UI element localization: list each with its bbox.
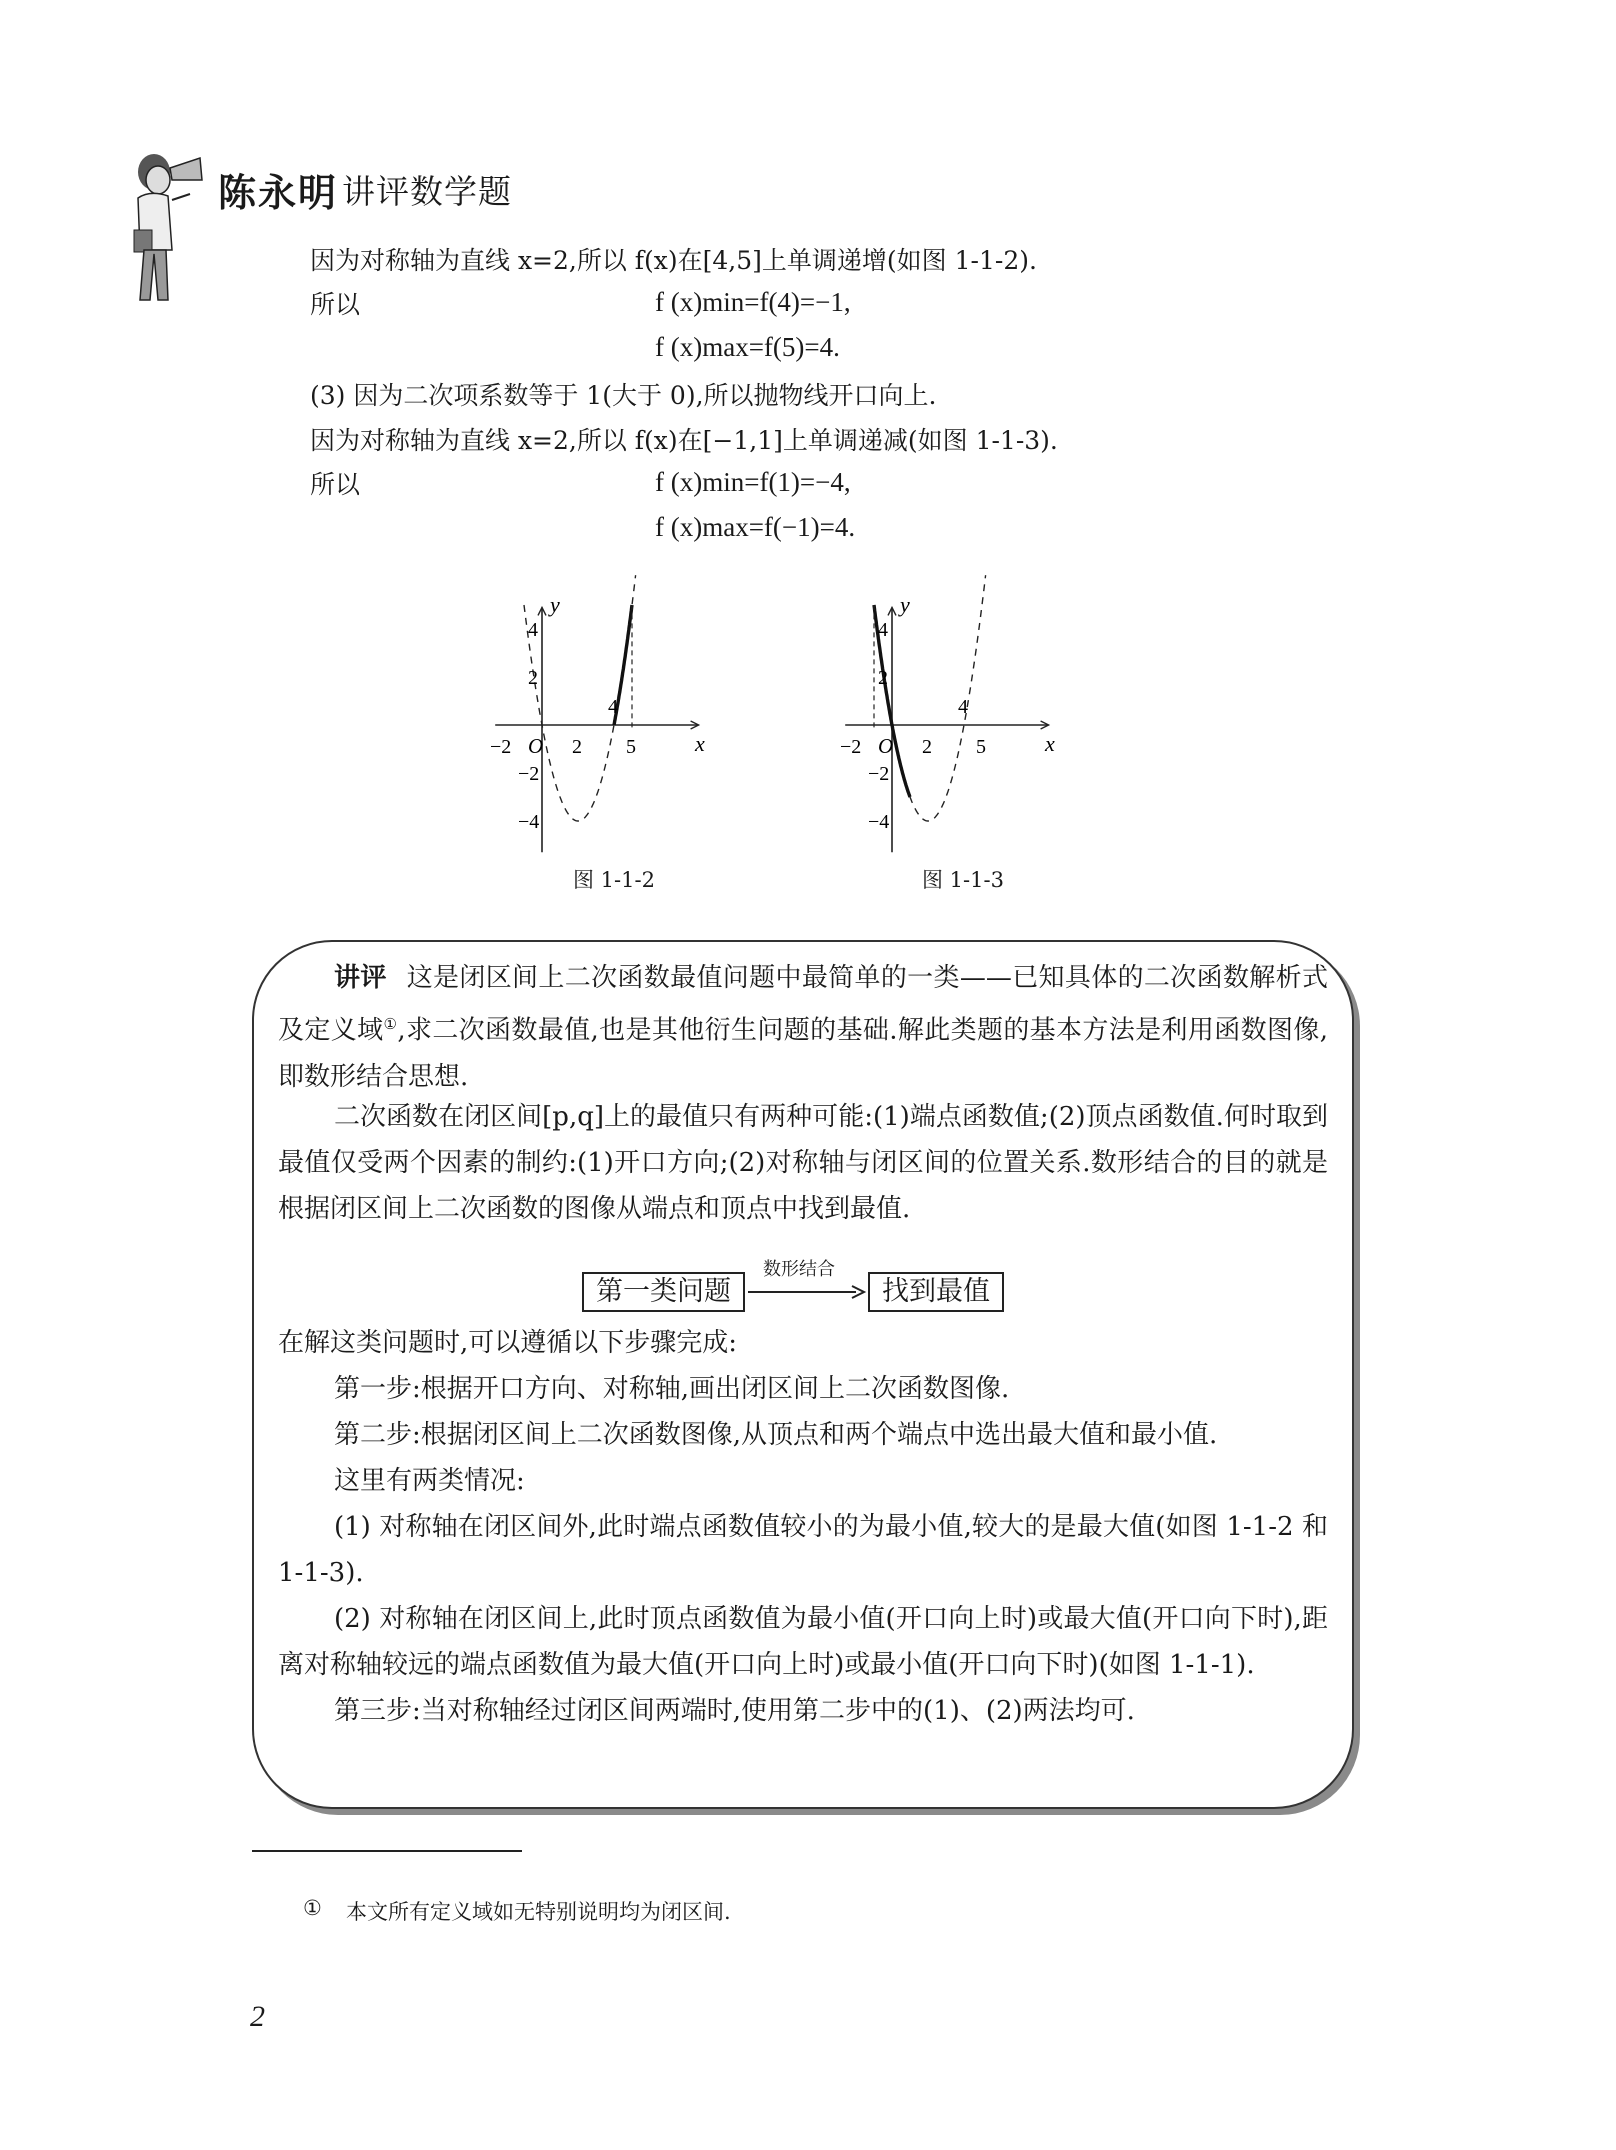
- y-tick-label: 2: [878, 667, 888, 689]
- comment-label: 讲评: [334, 963, 387, 993]
- y-tick-label: −2: [868, 763, 890, 785]
- step-1: 第一步:根据开口方向、对称轴,画出闭区间上二次函数图像.: [334, 1374, 1010, 1404]
- flow-arrow-icon: [748, 1282, 868, 1302]
- therefore-1: 所以: [310, 290, 361, 319]
- equation-min-1: f (x)min=f(4)=−1,: [655, 287, 851, 317]
- x-tick-label: 4: [958, 696, 968, 718]
- comment-paragraph-2: [278, 1094, 1328, 1232]
- equation-min-2: f (x)min=f(1)=−4,: [655, 467, 851, 497]
- x-axis-label: x: [1045, 731, 1055, 756]
- y-axis-label: y: [900, 592, 910, 618]
- parabola-dashed: [874, 575, 986, 821]
- author-name: 陈永明: [218, 170, 339, 215]
- step-2: 第二步:根据闭区间上二次函数图像,从顶点和两个端点中选出最大值和最小值.: [334, 1420, 1218, 1450]
- comment-p1-tail: ,求二次函数最值,也是其他衍生问题的基础.解此类题的基本方法是利用函数图像,即数形结合思想.: [278, 1015, 1328, 1092]
- solution-line-3: (3) 因为二次项系数等于 1(大于 0),所以抛物线开口向上.: [310, 381, 937, 410]
- solution-line-1: 因为对称轴为直线 x=2,所以 f(x)在[4,5]上单调递增(如图 1-1-2).: [310, 246, 1037, 275]
- case-1: (1) 对称轴在闭区间外,此时端点函数值较小的为最小值,较大的是最大值(如图 1-1-2 和 1-1-3).: [278, 1512, 1328, 1588]
- x-axis-label: x: [695, 731, 705, 756]
- flow-arrow-label: 数形结合: [763, 1259, 835, 1280]
- footnote-text: 本文所有定义域如无特别说明均为闭区间.: [346, 1900, 731, 1924]
- flow-left-box: 第一类问题: [582, 1272, 745, 1312]
- solution-line-4: 因为对称轴为直线 x=2,所以 f(x)在[−1,1]上单调递减(如图 1-1-3).: [310, 426, 1058, 455]
- y-tick-label: 2: [528, 667, 538, 689]
- figure-1-1-3: [820, 570, 1120, 860]
- header: [120, 150, 820, 310]
- step-3: 第三步:当对称轴经过闭区间两端时,使用第二步中的(1)、(2)两法均可.: [334, 1696, 1135, 1726]
- flow-right-box: 找到最值: [868, 1272, 1004, 1312]
- step-2-cases: 这里有两类情况:: [334, 1466, 525, 1496]
- comment-p2-text: 二次函数在闭区间[p,q]上的最值只有两种可能:(1)端点函数值;(2)顶点函数值.何时取到最值仅受两个因素的制约:(1)开口方向;(2)对称轴与闭区间的位置关系.数形结合的目的就是根据闭区间上二次函数的图像从端点和顶点中找到最值.: [278, 1102, 1328, 1224]
- comment-steps: [278, 1320, 1328, 1734]
- equation-max-1: f (x)max=f(5)=4.: [655, 332, 840, 362]
- figure-1-1-2: [470, 570, 770, 860]
- y-tick-label: 4: [878, 619, 888, 641]
- y-tick-label: 4: [528, 619, 538, 641]
- case-2: (2) 对称轴在闭区间上,此时顶点函数值为最小值(开口向上时)或最大值(开口向下时),距离对称轴较远的端点函数值为最大值(开口向上时)或最小值(开口向下时)(如图 1-1-1).: [278, 1604, 1328, 1680]
- page-number: 2: [250, 2000, 265, 2033]
- y-tick-label: −4: [518, 811, 540, 833]
- x-tick-label: 2: [922, 736, 932, 758]
- book-title: 讲评数学题: [342, 172, 512, 211]
- x-tick-label: 5: [626, 736, 636, 758]
- equation-max-2: f (x)max=f(−1)=4.: [655, 512, 856, 542]
- figure-caption-1: 图 1-1-2: [573, 868, 655, 892]
- origin-label: O: [878, 734, 894, 758]
- x-tick-label: 4: [608, 696, 618, 718]
- comment-paragraph-1: [278, 955, 1328, 1100]
- y-tick-label: −2: [518, 763, 540, 785]
- x-tick-label: 5: [976, 736, 986, 758]
- y-axis-label: y: [550, 592, 560, 618]
- origin-label: O: [528, 734, 544, 758]
- comment-p3: 在解这类问题时,可以遵循以下步骤完成:: [278, 1328, 738, 1358]
- footnote-rule: [252, 1850, 522, 1852]
- figure-caption-2: 图 1-1-3: [922, 868, 1004, 892]
- therefore-2: 所以: [310, 470, 361, 499]
- teacher-mascot-icon: [120, 150, 230, 310]
- x-tick-label: −2: [840, 736, 862, 758]
- y-tick-label: −4: [868, 811, 890, 833]
- footnote-ref: ①: [383, 1015, 398, 1033]
- footnote-mark: ①: [303, 1896, 322, 1920]
- x-tick-label: −2: [490, 736, 512, 758]
- x-tick-label: 2: [572, 736, 582, 758]
- comment-p1-text: 这是闭区间上二次函数最值问题中最简单的一类——已知具体的二次函数解析式及定义域: [278, 963, 1328, 1046]
